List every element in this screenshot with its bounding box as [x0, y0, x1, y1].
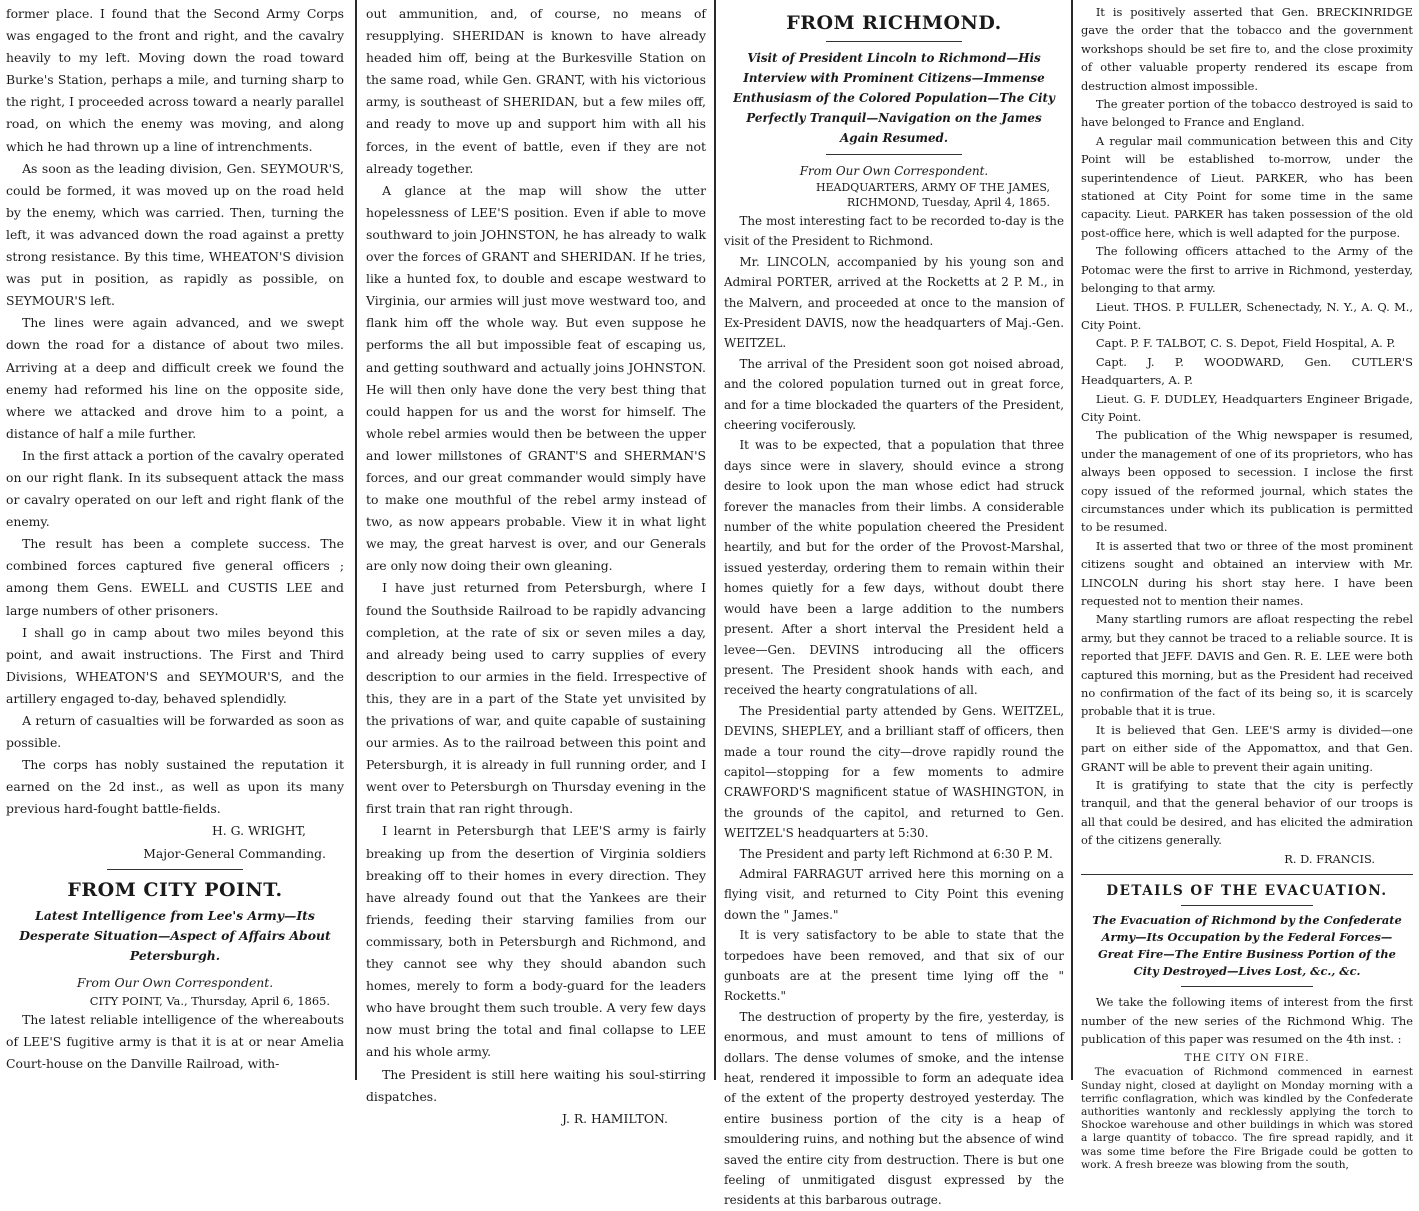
column-2 — [360, 0, 712, 1126]
column-rule — [355, 0, 357, 1080]
headline-richmond: FROM RICHMOND. — [786, 12, 1002, 34]
column-3 — [718, 0, 1070, 1208]
byline: From Our Own Correspondent. — [799, 164, 989, 178]
paragraph: It is believed that Gen. LEE'S army is divided—one part on either side of the Appomattox, and that Gen. GRANT will be able to prevent their again uniting. — [1081, 722, 1413, 774]
paragraph: I learnt in Petersburgh that LEE'S army is fairly breaking up from the desertion of Virginia soldiers breaking off to their homes in every direction. They have already found out that the Yankees are their friends, feeding their starving families from our commissary, both in Petersburgh and Richmond, and they cannot see why they should abandon such homes, merely to form a body-guard for the leaders who have brought them such trouble. A very few days now must bring the total and final collapse to LEE and his whole army. — [366, 823, 706, 1060]
paragraph: Admiral FARRAGUT arrived here this morning on a flying visit, and returned to City Point this evening down the " James." — [724, 866, 1064, 922]
paragraph: The following officers attached to the Army of the Potomac were the first to arrive in Richmond, yesterday, belonging to that army. — [1081, 244, 1413, 296]
deck-evacuation: The Evacuation of Richmond by the Confederate Army—Its Occupation by the Federal Forces—Great Fire—The Entire Business Portion of the City Destroyed—Lives Lost, &c., &c. — [1092, 913, 1402, 979]
deck-richmond: Visit of President Lincoln to Richmond—His Interview with Prominent Citizens—Immense Enthusiasm of the Colored Population—The City Perfectly Tranquil—Navigation on the James Again Resumed. — [733, 51, 1055, 145]
deck-city-point: Latest Intelligence from Lee's Army—Its Desperate Situation—Aspect of Affairs About Petersburgh. — [19, 907, 331, 963]
headline-city-point: FROM CITY POINT. — [67, 878, 283, 901]
paragraph: out ammunition, and, of course, no means of resupplying. SHERIDAN is known to have already headed him off, being at the Burkesville Station on the same road, while Gen. GRANT, with his victorious army, is southeast of SHERIDAN, but a few miles off, and ready to move up and support him with all his forces, in the event of battle, even if they are not already together. — [366, 6, 706, 176]
paragraph: The latest reliable intelligence of the whereabouts of LEE'S fugitive army is that it is at or near Amelia Court-house on the Danville Railroad, with- — [6, 1012, 344, 1072]
divider — [826, 41, 962, 42]
subhead-city-on-fire: THE CITY ON FIRE. — [1184, 1052, 1310, 1065]
signature-name: H. G. WRIGHT, — [211, 823, 306, 839]
signature: R. D. FRANCIS. — [1284, 851, 1375, 866]
paragraph: In the first attack a portion of the cavalry operated on our right flank. In its subsequent attack the mass or cavalry operated on our left and right flank of the enemy. — [6, 447, 344, 530]
officer-entry: Lieut. G. F. DUDLEY, Headquarters Engineer Brigade, City Point. — [1081, 391, 1413, 424]
divider — [826, 154, 962, 155]
paragraph: The lines were again advanced, and we swept down the road for a distance of about two miles. Arriving at a deep and difficult creek we found the enemy had reformed his line on the opposite side, where we attacked and drove him to a point, a distance of half a mile further. — [6, 315, 344, 441]
paragraph: It is asserted that two or three of the most prominent citizens sought and obtained an interview with Mr. LINCOLN during his short stay here. I have been requested not to mention their names. — [1081, 538, 1413, 608]
dateline: CITY POINT, Va., Thursday, April 6, 1865. — [89, 993, 330, 1008]
paragraph: It is positively asserted that Gen. BRECKINRIDGE gave the order that the tobacco and the government workshops should be set fire to, and the close proximity of other valuable property rendered its escape from destruction almost impossible. — [1081, 5, 1413, 93]
officer-entry: Capt. J. P. WOODWARD, Gen. CUTLER'S Headquarters, A. P. — [1081, 354, 1413, 388]
column-rule — [1071, 0, 1073, 1080]
dateline-line-1: HEADQUARTERS, ARMY OF THE JAMES, — [816, 181, 1050, 195]
paragraph: The publication of the Whig newspaper is resumed, under the management of one of its proprietors, who has always been opposed to secession. I inclose the first copy issued of the reformed journal, which states the circumstances under which its publication is permitted to be resumed. — [1081, 428, 1413, 535]
paragraph: It is very satisfactory to be able to state that the torpedoes have been removed, and that six of our gunboats are at the present time lying off the " Rocketts." — [724, 928, 1064, 1004]
paragraph: The corps has nobly sustained the reputation it earned on the 2d inst., as well as upon its many previous hard-fought battle-fields. — [6, 757, 344, 817]
paragraph: The President is still here waiting his soul-stirring dispatches. — [366, 1066, 706, 1104]
paragraph: The result has been a complete success. The combined forces captured five general officers ; among them Gens. EWELL and CUSTIS LEE and large numbers of other prisoners. — [6, 536, 344, 618]
headline-evacuation: DETAILS OF THE EVACUATION. — [1106, 883, 1388, 900]
paragraph: The greater portion of the tobacco destroyed is said to have belonged to France and England. — [1081, 97, 1413, 130]
paragraph: It was to be expected, that a population that three days since were in slavery, should evince a strong desire to look upon the man whose edict had struck forever the manacles from their limbs. A considerable number of the white population cheered the President heartily, and but for the order of the Provost-Marshal, issued yesterday, ordering them to remain within their homes quietly for a few days, without doubt there would have been a large addition to the numbers present. After a short interval the President held a levee—Gen. DEVINS introducing all the officers present. The President shook hands with each, and received the hearty congratulations of all. — [724, 438, 1064, 698]
officer-entry: Lieut. THOS. P. FULLER, Schenectady, N. Y., A. Q. M., City Point. — [1081, 299, 1413, 332]
divider — [1181, 905, 1314, 906]
paragraph: A return of casualties will be forwarded as soon as possible. — [6, 713, 344, 751]
divider — [107, 869, 242, 870]
paragraph: A glance at the map will show the utter hopelessness of LEE'S position. Even if able to move southward to join JOHNSTON, he has already to walk over the forces of GRANT and SHERIDAN. If he tries, like a hunted fox, to double and escape westward to Virginia, our armies will just move westward too, and flank him off the whole way. But even suppose he performs the all but impossible feat of escaping us, and getting southward and actually joins JOHNSTON. He will then only have done the very best thing that could happen for us and the worst for himself. The whole rebel armies would then be between the upper and lower millstones of GRANT'S and SHERMAN'S forces, and our great commander would simply have to make one mouthful of the rebel army instead of two, as now appears probable. View it in what light we may, the great harvest is over, and our Generals are only now doing their own gleaning. — [366, 182, 706, 574]
signature-title: Major-General Commanding. — [143, 845, 326, 861]
signature: J. R. HAMILTON. — [561, 1110, 668, 1126]
dateline-line-2: RICHMOND, Tuesday, April 4, 1865. — [847, 196, 1050, 210]
paragraph: It is gratifying to state that the city is perfectly tranquil, and that the general behavior of our troops is all that could be desired, and has elicited the admiration of the citizens generally. — [1081, 778, 1413, 848]
byline: From Our Own Correspondent. — [76, 974, 274, 990]
paragraph: I shall go in camp about two miles beyond this point, and await instructions. The First and Third Divisions, WHEATON'S and SEYMOUR'S, and the artillery engaged to-day, behaved splendidly. — [6, 624, 344, 706]
paragraph: former place. I found that the Second Army Corps was engaged to the front and right, and the cavalry heavily to my left. Moving down the road toward Burke's Station, perhaps a mile, and turning sharp to the right, I proceeded across toward a nearly parallel road, on which the enemy was moving, and along which he had thrown up a line of intrenchments. — [6, 6, 344, 154]
paragraph: The most interesting fact to be recorded to-day is the visit of the President to Richmond. — [724, 213, 1064, 249]
paragraph: Mr. LINCOLN, accompanied by his young son and Admiral PORTER, arrived at the Rocketts at 2 P. M., in the Malvern, and proceeded at once to the mansion of Ex-President DAVIS, now the headquarters of Maj.-Gen. WEITZEL. — [724, 254, 1064, 351]
paragraph: A regular mail communication between this and City Point will be established to-morrow, under the superintendence of Lieut. PARKER, who has been stationed at City Point for some time in the same capacity. Lieut. PARKER has taken possession of the old post-office here, which is well adapted for the purpose. — [1081, 133, 1413, 240]
paragraph: The destruction of property by the fire, yesterday, is enormous, and must amount to tens of millions of dollars. The dense volumes of smoke, and the intense heat, rendered it impossible to form an adequate idea of the extent of the property destroyed yesterday. The entire business portion of the city is a heap of smouldering ruins, and nothing but the absence of wind saved the entire city from destruction. There is but one feeling of unmitigated disgust expressed by the residents at this barbarous outrage. — [724, 1009, 1064, 1208]
paragraph: We take the following items of interest from the first number of the new series of the Richmond Whig. The publication of this paper was resumed on the 4th inst. : — [1081, 995, 1413, 1046]
paragraph: The evacuation of Richmond commenced in earnest Sunday night, closed at daylight on Monday morning with a terrific conflagration, which was kindled by the Confederate authorities wantonly and recklessly applying the torch to Shockoe warehouse and other buildings in which was stored a large quantity of tobacco. The fire spread rapidly, and it was some time before the Fire Brigade could be gotten to work. A fresh breeze was blowing from the south, — [1081, 1066, 1413, 1171]
divider — [1081, 874, 1413, 875]
paragraph: I have just returned from Petersburgh, where I found the Southside Railroad to be rapidly advancing completion, at the rate of six or seven miles a day, and already being used to carry supplies of every description to our armies in the field. Irrespective of this, they are in a part of the State yet unvisited by the privations of war, and quite capable of sustaining our armies. As to the railroad between this point and Petersburgh, it is already in full running order, and I went over to Petersburgh on Thursday evening in the first train that ran right through. — [366, 580, 706, 817]
column-1 — [0, 0, 350, 1080]
paragraph: As soon as the leading division, Gen. SEYMOUR'S, could be formed, it was moved up on the road held by the enemy, which was carried. Then, turning the left, it was advanced down the road against a pretty strong resistance. By this time, WHEATON'S division was put in position, as rapidly as possible, on SEYMOUR'S left. — [6, 160, 344, 309]
paragraph: Many startling rumors are afloat respecting the rebel army, but they cannot be traced to a reliable source. It is reported that JEFF. DAVIS and Gen. R. E. LEE were both captured this morning, but as the President had received no confirmation of the fact of its being so, it is scarcely probable that it is true. — [1081, 612, 1413, 719]
column-rule — [714, 0, 716, 1080]
officer-entry: Capt. P. F. TALBOT, C. S. Depot, Field Hospital, A. P. — [1095, 336, 1396, 351]
paragraph: The Presidential party attended by Gens. WEITZEL, DEVINS, SHEPLEY, and a brilliant staff of officers, then made a tour round the city—drove rapidly round the capitol—stopping for a few moments to admire CRAWFORD'S magnificent statue of WASHINGTON, in the grounds of the capitol, and returned to Gen. WEITZEL'S headquarters at 5:30. — [724, 703, 1064, 841]
paragraph: The President and party left Richmond at 6:30 P. M. — [739, 846, 1053, 861]
paragraph: The arrival of the President soon got noised abroad, and the colored population turned out in great force, and for a time blockaded the quarters of the President, cheering vociferously. — [724, 356, 1064, 433]
column-4 — [1075, 0, 1419, 1171]
divider — [1181, 986, 1314, 987]
